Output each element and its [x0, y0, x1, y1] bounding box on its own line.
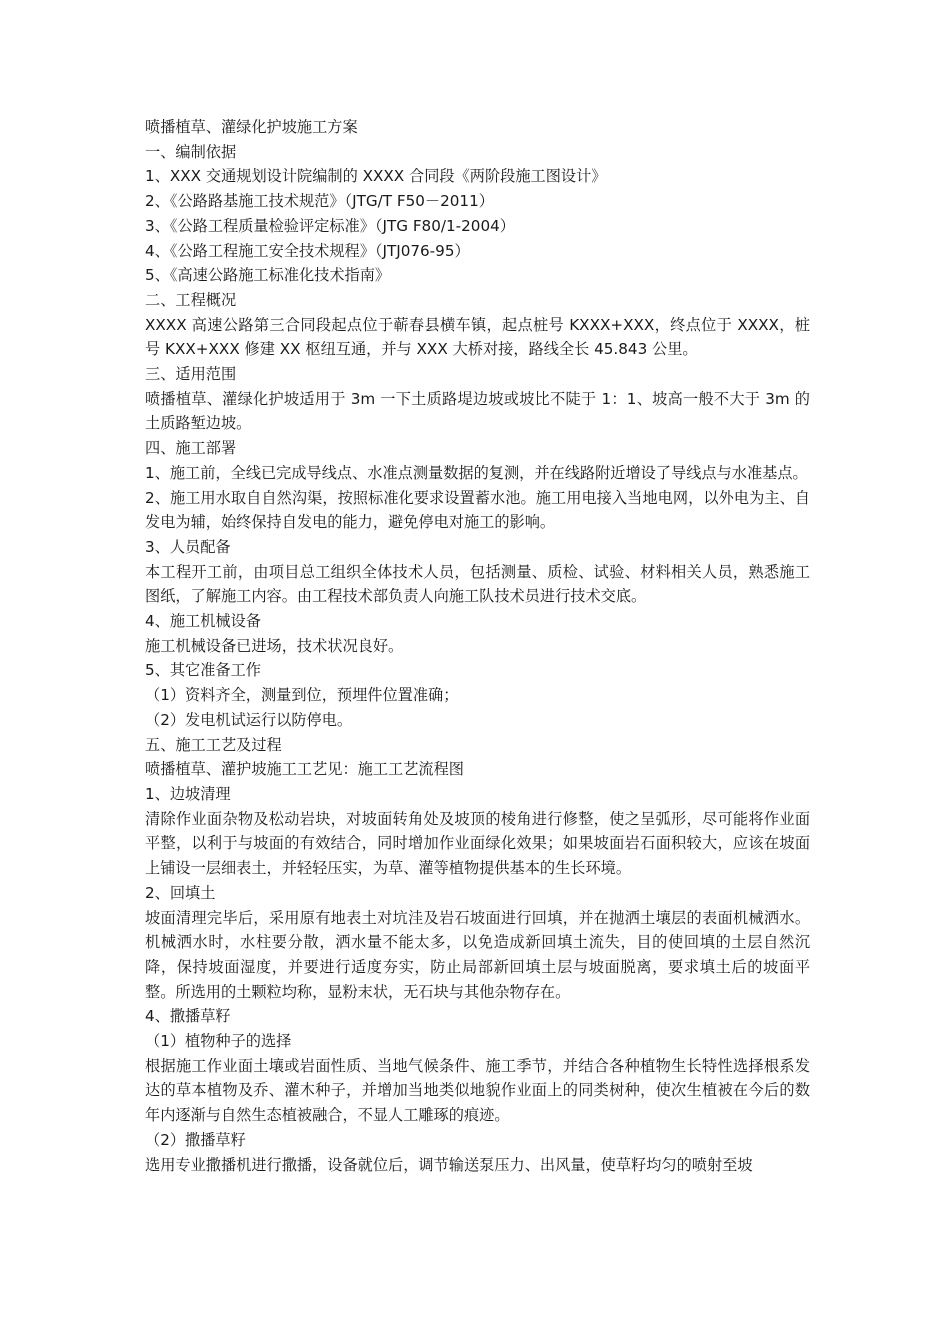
subsection-heading: 2、回填土	[145, 883, 216, 902]
document-title: 喷播植草、灌绿化护坡施工方案	[145, 118, 358, 136]
list-item: 5、《高速公路施工标准化技术指南》	[145, 266, 391, 285]
paragraph: 清除作业面杂物及松动岩块，对坡面转角处及坡顶的棱角进行修整，使之呈弧形，尽可能将作业面平整，以利于与坡面的有效结合，同时增加作业面绿化效果；如果坡面岩石面积较大，应该在坡面上铺设一层细表土，并轻轻压实，为草、灌等植物提供基本的生长环境。	[145, 809, 810, 878]
paragraph: 2、施工用水取自自然沟渠，按照标准化要求设置蓄水池。施工用电接入当地电网，以外电为主、自发电为辅，始终保持自发电的能力，避免停电对施工的影响。	[145, 488, 810, 532]
document-page	[145, 115, 810, 1177]
paragraph: 施工机械设备已进场，技术状况良好。	[145, 636, 404, 655]
section-heading: 五、施工工艺及过程	[145, 735, 282, 754]
list-item: （2）撒播草籽	[145, 1130, 246, 1149]
section-heading: 三、适用范围	[145, 365, 237, 384]
section-heading: 四、施工部署	[145, 439, 237, 458]
paragraph: 喷播植草、灌护坡施工工艺见：施工工艺流程图	[145, 760, 464, 779]
paragraph: 选用专业撒播机进行撒播，设备就位后，调节输送泵压力、出风量，使草籽均匀的喷射至坡	[145, 1155, 753, 1174]
list-item: 3、《公路工程质量检验评定标准》（JTG F80/1-2004）	[145, 216, 515, 235]
paragraph: 1、施工前，全线已完成导线点、水准点测量数据的复测，并在线路附近增设了导线点与水准基点。	[145, 463, 808, 482]
list-item: （2）发电机试运行以防停电。	[145, 710, 353, 729]
list-item: 2、《公路路基施工技术规范》（JTG/T F50－2011）	[145, 192, 494, 211]
section-heading: 二、工程概况	[145, 290, 237, 309]
subsection-heading: 5、其它准备工作	[145, 661, 261, 680]
subsection-heading: 4、撒播草籽	[145, 1007, 231, 1026]
list-item: （1）植物种子的选择	[145, 1032, 292, 1051]
paragraph: 根据施工作业面土壤或岩面性质、当地气候条件、施工季节，并结合各种植物生长特性选择根系发达的草本植物及乔、灌木种子，并增加当地类似地貌作业面上的同类树种，使次生植被在今后的数年内逐渐与自然生态植被融合，不显人工雕琢的痕迹。	[145, 1056, 810, 1125]
subsection-heading: 4、施工机械设备	[145, 612, 261, 631]
section-heading: 一、编制依据	[145, 142, 237, 161]
list-item: 4、《公路工程施工安全技术规程》（JTJ076-95）	[145, 241, 470, 260]
paragraph: 坡面清理完毕后，采用原有地表土对坑洼及岩石坡面进行回填，并在抛洒土壤层的表面机械洒水。机械洒水时，水柱要分散，洒水量不能太多，以免造成新回填土流失，目的使回填的土层自然沉降，保持坡面湿度，并要进行适度夯实，防止局部新回填土层与坡面脱离，要求填土后的坡面平整。所选用的土颗粒均称，显粉末状，无石块与其他杂物存在。	[145, 908, 810, 1001]
subsection-heading: 3、人员配备	[145, 537, 231, 556]
list-item: （1）资料齐全，测量到位，预埋件位置准确；	[145, 686, 459, 705]
paragraph: 本工程开工前，由项目总工组织全体技术人员，包括测量、质检、试验、材料相关人员，熟悉施工图纸，了解施工内容。由工程技术部负责人向施工队技术员进行技术交底。	[145, 562, 810, 606]
paragraph: XXXX 高速公路第三合同段起点位于蕲春县横车镇，起点桩号 KXXX+XXX，终点位于 XXXX，桩号 KXX+XXX 修建 XX 枢纽互通，并与 XXX 大桥对接，路线全长 45.843 公里。	[145, 315, 810, 359]
paragraph: 喷播植草、灌绿化护坡适用于 3m 一下土质路堤边坡或坡比不陡于 1：1、坡高一般不大于 3m 的土质路堑边坡。	[145, 389, 810, 433]
subsection-heading: 1、边坡清理	[145, 784, 231, 803]
list-item: 1、XXX 交通规划设计院编制的 XXXX 合同段《两阶段施工图设计》	[145, 167, 607, 186]
